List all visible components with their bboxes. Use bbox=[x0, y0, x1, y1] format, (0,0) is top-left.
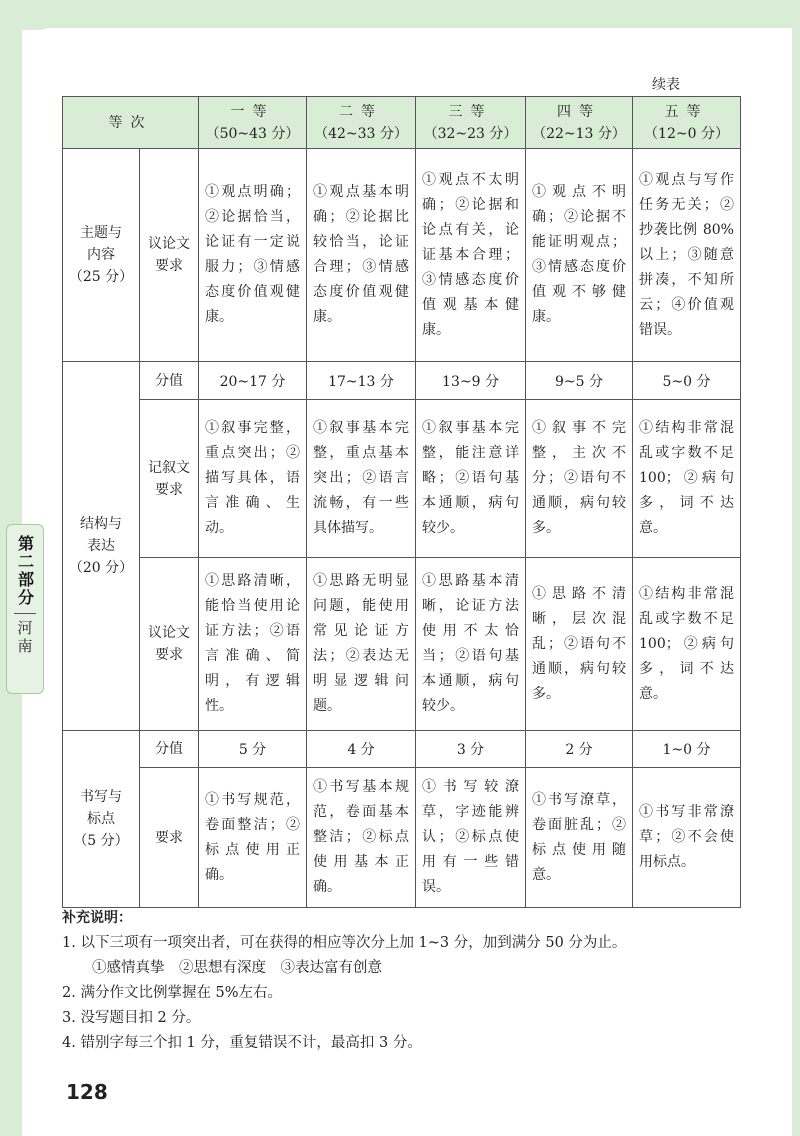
narrative-cell-1: ①叙事完整，重点突出；②描写具体，语言准确、生动。 bbox=[199, 400, 307, 558]
page-frame-right bbox=[792, 0, 800, 1136]
grade-header-label: 等次 bbox=[63, 97, 199, 149]
writing-cell-3: ①书写较潦草，字迹能辨认；②标点使用有一些错误。 bbox=[416, 768, 526, 908]
scoring-rubric-table bbox=[62, 96, 741, 908]
writing-score-row bbox=[63, 731, 741, 768]
section-tab-divider bbox=[14, 613, 36, 614]
theme-cell-1: ①观点明确；②论据恰当，论证有一定说服力；③情感态度价值观健康。 bbox=[199, 149, 307, 362]
narrative-cell-4: ①叙事不完整，主次不分；②语句不通顺，病句较多。 bbox=[526, 400, 633, 558]
writing-cell-5: ①书写非常潦草；②不会使用标点。 bbox=[633, 768, 741, 908]
writing-score-label: 分值 bbox=[140, 731, 199, 768]
argument-cell-2: ①思路无明显问题，能使用常见论证方法；②表达无明显逻辑问题。 bbox=[307, 558, 416, 731]
narrative-cell-3: ①叙事基本完整，能注意详略；②语句基本通顺，病句较少。 bbox=[416, 400, 526, 558]
grade-level-3: 三等 （32~23 分） bbox=[416, 97, 526, 149]
argument-row bbox=[63, 558, 741, 731]
section-tab-province: 河南 bbox=[15, 620, 34, 656]
structure-score-row bbox=[63, 362, 741, 400]
theme-cell-5: ①观点与写作任务无关；②抄袭比例 80%以上；③随意拼凑，不知所云；④价值观错误。 bbox=[633, 149, 741, 362]
supplementary-notes bbox=[62, 906, 626, 1056]
writing-score-4: 2 分 bbox=[526, 731, 633, 768]
section-tab bbox=[6, 524, 44, 694]
theme-cell-3: ①观点不太明确；②论据和论点有关，论证基本合理；③情感态度价值观基本健康。 bbox=[416, 149, 526, 362]
continued-label: 续表 bbox=[652, 77, 680, 93]
structure-score-3: 13~9 分 bbox=[416, 362, 526, 400]
grade-level-1: 一等 （50~43 分） bbox=[199, 97, 307, 149]
structure-score-label: 分值 bbox=[140, 362, 199, 400]
structure-score-4: 9~5 分 bbox=[526, 362, 633, 400]
subcategory-argument-structure: 议论文 要求 bbox=[140, 558, 199, 731]
theme-cell-4: ①观点不明确；②论据不能证明观点；③情感态度价值观不够健康。 bbox=[526, 149, 633, 362]
argument-cell-1: ①思路清晰，能恰当使用论证方法；②语言准确、简明，有逻辑性。 bbox=[199, 558, 307, 731]
writing-requirement-row bbox=[63, 768, 741, 908]
subcategory-argument: 议论文 要求 bbox=[140, 149, 199, 362]
structure-score-1: 20~17 分 bbox=[199, 362, 307, 400]
section-tab-part: 第二部分 bbox=[15, 535, 35, 607]
argument-cell-3: ①思路基本清晰，论证方法使用不太恰当；②语句基本通顺，病句较少。 bbox=[416, 558, 526, 731]
writing-score-1: 5 分 bbox=[199, 731, 307, 768]
subcategory-narrative: 记叙文 要求 bbox=[140, 400, 199, 558]
category-structure: 结构与 表达 （20 分） bbox=[63, 362, 140, 731]
note-item-1: 1. 以下三项有一项突出者，可在获得的相应等次分上加 1~3 分，加到满分 50 分为止。 bbox=[62, 935, 627, 951]
argument-cell-5: ①结构非常混乱或字数不足 100；②病句多，词不达意。 bbox=[633, 558, 741, 731]
note-item-1-bonus-list: ①感情真挚 ②思想有深度 ③表达富有创意 bbox=[92, 960, 382, 976]
writing-score-5: 1~0 分 bbox=[633, 731, 741, 768]
writing-score-2: 4 分 bbox=[307, 731, 416, 768]
page-frame-top bbox=[0, 0, 800, 30]
writing-requirement-label: 要求 bbox=[140, 768, 199, 908]
notes-title: 补充说明： bbox=[62, 910, 132, 926]
category-theme: 主题与 内容 （25 分） bbox=[63, 149, 140, 362]
structure-score-2: 17~13 分 bbox=[307, 362, 416, 400]
writing-score-3: 3 分 bbox=[416, 731, 526, 768]
narrative-row bbox=[63, 400, 741, 558]
note-item-2: 2. 满分作文比例掌握在 5%左右。 bbox=[62, 985, 283, 1001]
narrative-cell-2: ①叙事基本完整，重点基本突出；②语言流畅，有一些具体描写。 bbox=[307, 400, 416, 558]
narrative-cell-5: ①结构非常混乱或字数不足 100；②病句多，词不达意。 bbox=[633, 400, 741, 558]
note-item-4: 4. 错别字每三个扣 1 分，重复错误不计，最高扣 3 分。 bbox=[62, 1035, 422, 1051]
grade-level-2: 二等 （42~33 分） bbox=[307, 97, 416, 149]
writing-cell-2: ①书写基本规范，卷面基本整洁；②标点使用基本正确。 bbox=[307, 768, 416, 908]
writing-cell-1: ①书写规范，卷面整洁；②标点使用正确。 bbox=[199, 768, 307, 908]
category-writing: 书写与 标点 （5 分） bbox=[63, 731, 140, 908]
writing-cell-4: ①书写潦草，卷面脏乱；②标点使用随意。 bbox=[526, 768, 633, 908]
structure-score-5: 5~0 分 bbox=[633, 362, 741, 400]
grade-level-5: 五等 （12~0 分） bbox=[633, 97, 741, 149]
note-item-3: 3. 没写题目扣 2 分。 bbox=[62, 1010, 201, 1026]
theme-cell-2: ①观点基本明确；②论据比较恰当，论证合理；③情感态度价值观健康。 bbox=[307, 149, 416, 362]
page-number: 128 bbox=[66, 1080, 108, 1104]
grade-level-4: 四等 （22~13 分） bbox=[526, 97, 633, 149]
grade-header-row bbox=[63, 97, 741, 149]
argument-cell-4: ①思路不清晰，层次混乱；②语句不通顺，病句较多。 bbox=[526, 558, 633, 731]
theme-row bbox=[63, 149, 741, 362]
